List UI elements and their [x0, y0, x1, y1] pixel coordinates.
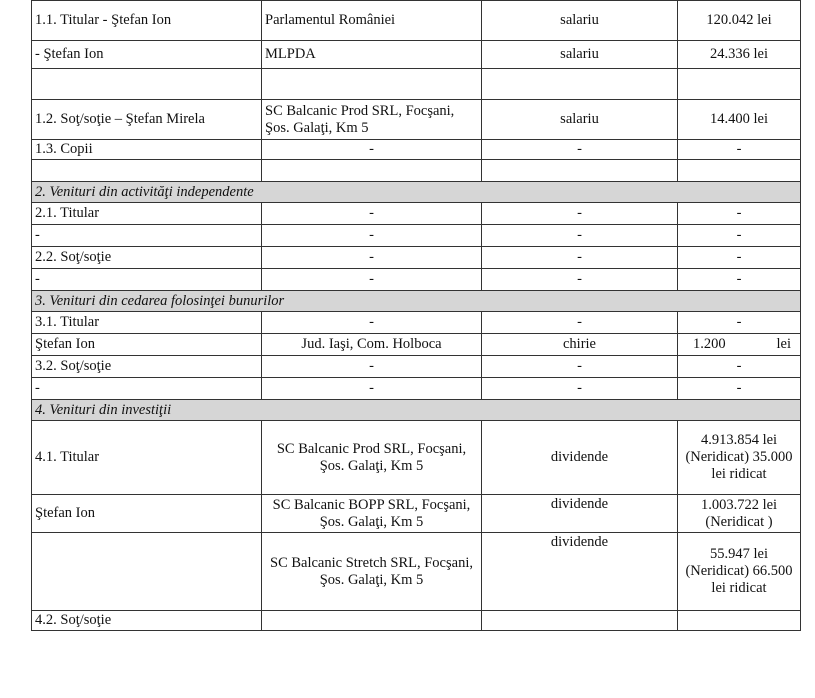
table-row — [32, 533, 801, 611]
income-source: - — [262, 203, 482, 225]
table-row — [32, 140, 801, 160]
income-amount: - — [678, 225, 801, 247]
table-row — [32, 269, 801, 291]
income-type: chirie — [482, 334, 678, 356]
income-type: - — [482, 140, 678, 160]
income-amount: 55.947 lei (Neridicat) 66.500 lei ridicat — [678, 533, 801, 611]
income-amount: - — [678, 247, 801, 269]
income-source: SC Balcanic Prod SRL, Focşani, Şos. Galaţi, Km 5 — [262, 421, 482, 495]
row-label: 1.2. Soţ/soţie – Ştefan Mirela — [32, 100, 262, 140]
row-label: - — [32, 378, 262, 400]
income-amount: - — [678, 356, 801, 378]
row-label: 2.2. Soţ/soţie — [32, 247, 262, 269]
income-source: - — [262, 269, 482, 291]
income-amount: - — [678, 269, 801, 291]
income-amount: - — [678, 378, 801, 400]
income-source: - — [262, 247, 482, 269]
table-row — [32, 378, 801, 400]
income-source: - — [262, 312, 482, 334]
income-amount — [678, 334, 801, 356]
income-type: - — [482, 378, 678, 400]
income-type: - — [482, 247, 678, 269]
income-source: Parlamentul României — [262, 1, 482, 41]
amount-unit: lei — [776, 336, 791, 352]
income-amount: 1.003.722 lei (Neridicat ) — [678, 495, 801, 533]
income-source: - — [262, 378, 482, 400]
row-label: 1.1. Titular - Ştefan Ion — [32, 1, 262, 41]
income-type: salariu — [482, 41, 678, 69]
income-type: dividende — [482, 533, 678, 611]
empty-row — [32, 160, 801, 182]
table-row — [32, 356, 801, 378]
row-label: 3.2. Soţ/soţie — [32, 356, 262, 378]
table-row — [32, 1, 801, 41]
income-amount: - — [678, 203, 801, 225]
income-source: MLPDA — [262, 41, 482, 69]
empty-row — [32, 69, 801, 100]
income-type: - — [482, 269, 678, 291]
table-row — [32, 334, 801, 356]
row-label: 4.2. Soţ/soţie — [32, 611, 262, 631]
section-header — [32, 182, 801, 203]
income-amount: 24.336 lei — [678, 41, 801, 69]
table-row — [32, 203, 801, 225]
income-source: - — [262, 225, 482, 247]
table-row — [32, 225, 801, 247]
table-row — [32, 421, 801, 495]
income-type: - — [482, 203, 678, 225]
income-declaration-table — [31, 0, 801, 631]
income-source: SC Balcanic Stretch SRL, Focşani, Şos. Galaţi, Km 5 — [262, 533, 482, 611]
income-amount: 4.913.854 lei (Neridicat) 35.000 lei ridicat — [678, 421, 801, 495]
row-label: - Ştefan Ion — [32, 41, 262, 69]
table-row — [32, 41, 801, 69]
section-title: 4. Venituri din investiţii — [32, 400, 801, 421]
section-title: 2. Venituri din activităţi independente — [32, 182, 801, 203]
row-label: - — [32, 269, 262, 291]
row-label: 3.1. Titular — [32, 312, 262, 334]
table-row — [32, 312, 801, 334]
row-label: 4.1. Titular — [32, 421, 262, 495]
income-amount: - — [678, 312, 801, 334]
amount-value: 1.200 — [693, 336, 726, 352]
section-title: 3. Venituri din cedarea folosinţei bunurilor — [32, 291, 801, 312]
row-label: Ştefan Ion — [32, 495, 262, 533]
income-source: SC Balcanic BOPP SRL, Focşani, Şos. Galaţi, Km 5 — [262, 495, 482, 533]
income-type: dividende — [482, 495, 678, 533]
table-row — [32, 100, 801, 140]
row-label: 1.3. Copii — [32, 140, 262, 160]
table-row — [32, 495, 801, 533]
income-type: dividende — [482, 421, 678, 495]
income-type: - — [482, 356, 678, 378]
income-source: Jud. Iaşi, Com. Holboca — [262, 334, 482, 356]
income-type: salariu — [482, 1, 678, 41]
table-row — [32, 611, 801, 631]
section-header — [32, 400, 801, 421]
row-label — [32, 533, 262, 611]
section-header — [32, 291, 801, 312]
income-source: - — [262, 140, 482, 160]
income-type: salariu — [482, 100, 678, 140]
row-label: - — [32, 225, 262, 247]
income-amount: 14.400 lei — [678, 100, 801, 140]
income-type: - — [482, 225, 678, 247]
row-label: 2.1. Titular — [32, 203, 262, 225]
income-source: - — [262, 356, 482, 378]
row-label: Ştefan Ion — [32, 334, 262, 356]
income-amount: - — [678, 140, 801, 160]
table-row — [32, 247, 801, 269]
income-source: SC Balcanic Prod SRL, Focşani, Şos. Galaţi, Km 5 — [262, 100, 482, 140]
income-type: - — [482, 312, 678, 334]
income-amount: 120.042 lei — [678, 1, 801, 41]
